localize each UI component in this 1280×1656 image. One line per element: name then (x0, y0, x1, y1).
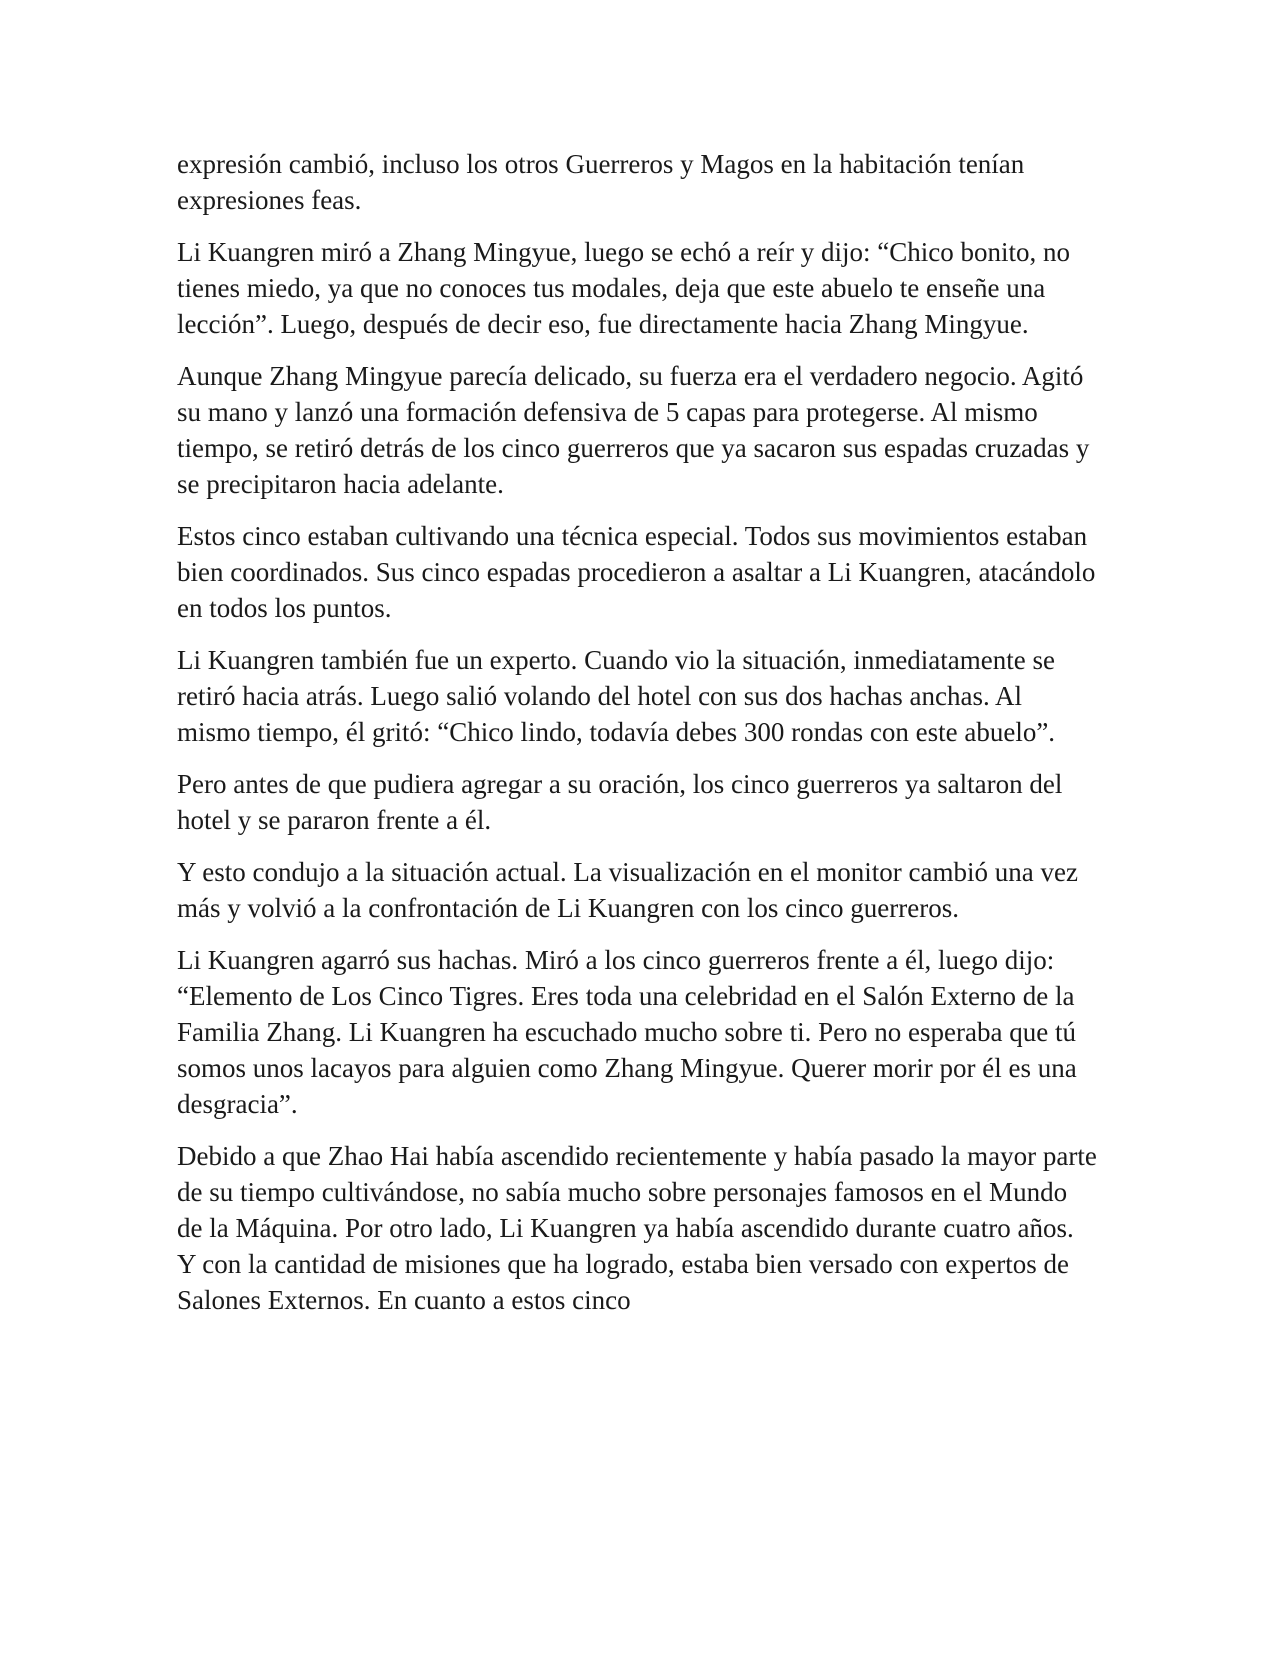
paragraph: Y esto condujo a la situación actual. La visualización en el monitor cambió una vez más y volvió a la confrontación de Li Kuangren con los cinco guerreros. (177, 857, 1078, 923)
paragraph: Li Kuangren también fue un experto. Cuando vio la situación, inmediatamente se retiró hacia atrás. Luego salió volando del hotel con sus dos hachas anchas. Al mismo tiempo, él gritó: “Chico lindo, todavía debes 300 rondas con este abuelo”. (177, 645, 1056, 747)
paragraph: Aunque Zhang Mingyue parecía delicado, su fuerza era el verdadero negocio. Agitó su mano y lanzó una formación defensiva de 5 capas para protegerse. Al mismo tiempo, se retiró detrás de los cinco guerreros que ya sacaron sus espadas cruzadas y se precipitaron hacia adelante. (177, 361, 1090, 499)
paragraph: Li Kuangren agarró sus hachas. Miró a los cinco guerreros frente a él, luego dijo: “Elemento de Los Cinco Tigres. Eres toda una celebridad en el Salón Externo de la Familia Zhang. Li Kuangren ha escuchado mucho sobre ti. Pero no esperaba que tú somos unos lacayos para alguien como Zhang Mingyue. Querer morir por él es una desgracia”. (177, 945, 1077, 1119)
paragraph: Estos cinco estaban cultivando una técnica especial. Todos sus movimientos estaban bien coordinados. Sus cinco espadas procedieron a asaltar a Li Kuangren, atacándolo en todos los puntos. (177, 521, 1096, 623)
paragraph: expresión cambió, incluso los otros Guerreros y Magos en la habitación tenían expresiones feas. (177, 149, 1025, 215)
document-page (177, 146, 1097, 1334)
paragraph: Li Kuangren miró a Zhang Mingyue, luego se echó a reír y dijo: “Chico bonito, no tienes miedo, ya que no conoces tus modales, deja que este abuelo te enseñe una lección”. Luego, después de decir eso, fue directamente hacia Zhang Mingyue. (177, 237, 1071, 339)
paragraph: Debido a que Zhao Hai había ascendido recientemente y había pasado la mayor parte de su tiempo cultivándose, no sabía mucho sobre personajes famosos en el Mundo de la Máquina. Por otro lado, Li Kuangren ya había ascendido durante cuatro años. Y con la cantidad de misiones que ha logrado, estaba bien versado con expertos de Salones Externos. En cuanto a estos cinco (177, 1141, 1097, 1315)
paragraph: Pero antes de que pudiera agregar a su oración, los cinco guerreros ya saltaron del hotel y se pararon frente a él. (177, 769, 1063, 835)
